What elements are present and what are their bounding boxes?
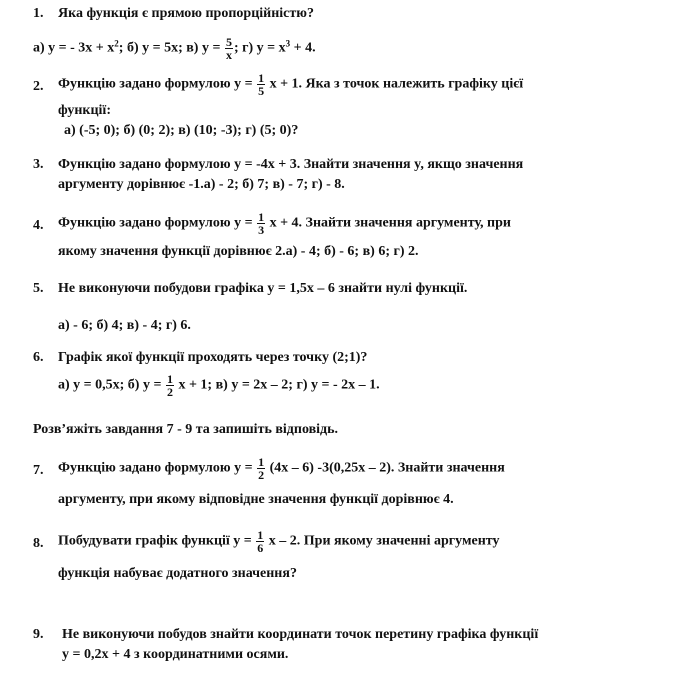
answer-options: а) - 6; б) 4; в) - 4; г) 6. (58, 318, 191, 333)
instruction-text: Розв’яжіть завдання 7 - 9 та запишіть відповідь. (33, 422, 339, 437)
fraction: $\frac{1}{3}$ (258, 210, 265, 237)
question-text: Не виконуючи побудови графіка y = 1,5x – 6 знайти нулі функції. (58, 281, 468, 296)
question-number: 2. (33, 79, 44, 94)
question-text: Яка функція є прямою пропорційністю? (58, 6, 314, 21)
question-number: 9. (33, 627, 44, 642)
question-text: Побудувати графік функції y = $\frac{1}{6}$ x – 2. При якому значенні аргументу (58, 528, 500, 555)
question-text-cont: аргументу, при якому відповідне значення функції дорівнює 4. (58, 492, 454, 507)
question-number: 8. (33, 536, 44, 551)
question-text: Графік якої функції проходять через точку (2;1)? (58, 350, 368, 365)
fraction: $\frac{1}{6}$ (257, 528, 264, 555)
question-number: 4. (33, 218, 44, 233)
question-text: Не виконуючи побудов знайти координати точок перетину графіка функції (62, 627, 539, 642)
answer-options: а) (-5; 0); б) (0; 2); в) (10; -3); г) (5; 0)? (64, 123, 299, 138)
question-number: 5. (33, 281, 44, 296)
question-text: Функцію задано формулою y = $\frac{1}{2}$ (4x – 6) -3(0,25x – 2). Знайти значення (58, 455, 505, 482)
question-text: Функцію задано формулою y = $\frac{1}{3}$ x + 4. Знайти значення аргументу, при (58, 210, 511, 237)
fraction: $\frac{1}{2}$ (166, 372, 173, 399)
question-text-cont: функція набуває додатного значення? (58, 566, 297, 581)
question-text-cont: y = 0,2x + 4 з координатними осями. (62, 647, 289, 662)
fraction: $\frac{5}{x}$ (225, 35, 232, 62)
question-number: 3. (33, 157, 44, 172)
question-number: 6. (33, 350, 44, 365)
answer-options: а) y = - $3x + x^2$; б) y = 5x; в) y = $\frac{5}{x}$ ; г) $y = x^3 + 4$. (33, 35, 316, 62)
question-number: 1. (33, 6, 44, 21)
question-text-cont: аргументу дорівнює -1.а) - 2; б) 7; в) - 7; г) - 8. (58, 177, 345, 192)
question-text: Функцію задано формулою y = -4x + 3. Знайти значення y, якщо значення (58, 157, 524, 172)
question-number: 7. (33, 463, 44, 478)
question-text-cont: якому значення функції дорівнює 2.а) - 4; б) - 6; в) 6; г) 2. (58, 244, 419, 259)
question-text-cont: функції: (58, 103, 111, 118)
fraction: $\frac{1}{5}$ (258, 71, 265, 98)
fraction: $\frac{1}{2}$ (258, 455, 265, 482)
answer-options: а) y = 0,5x; б) y = $\frac{1}{2}$ x + 1; в) y = 2x – 2; г) y = - 2x – 1. (58, 372, 380, 399)
question-text: Функцію задано формулою y = $\frac{1}{5}$ x + 1. Яка з точок належить графіку цієї (58, 71, 524, 98)
